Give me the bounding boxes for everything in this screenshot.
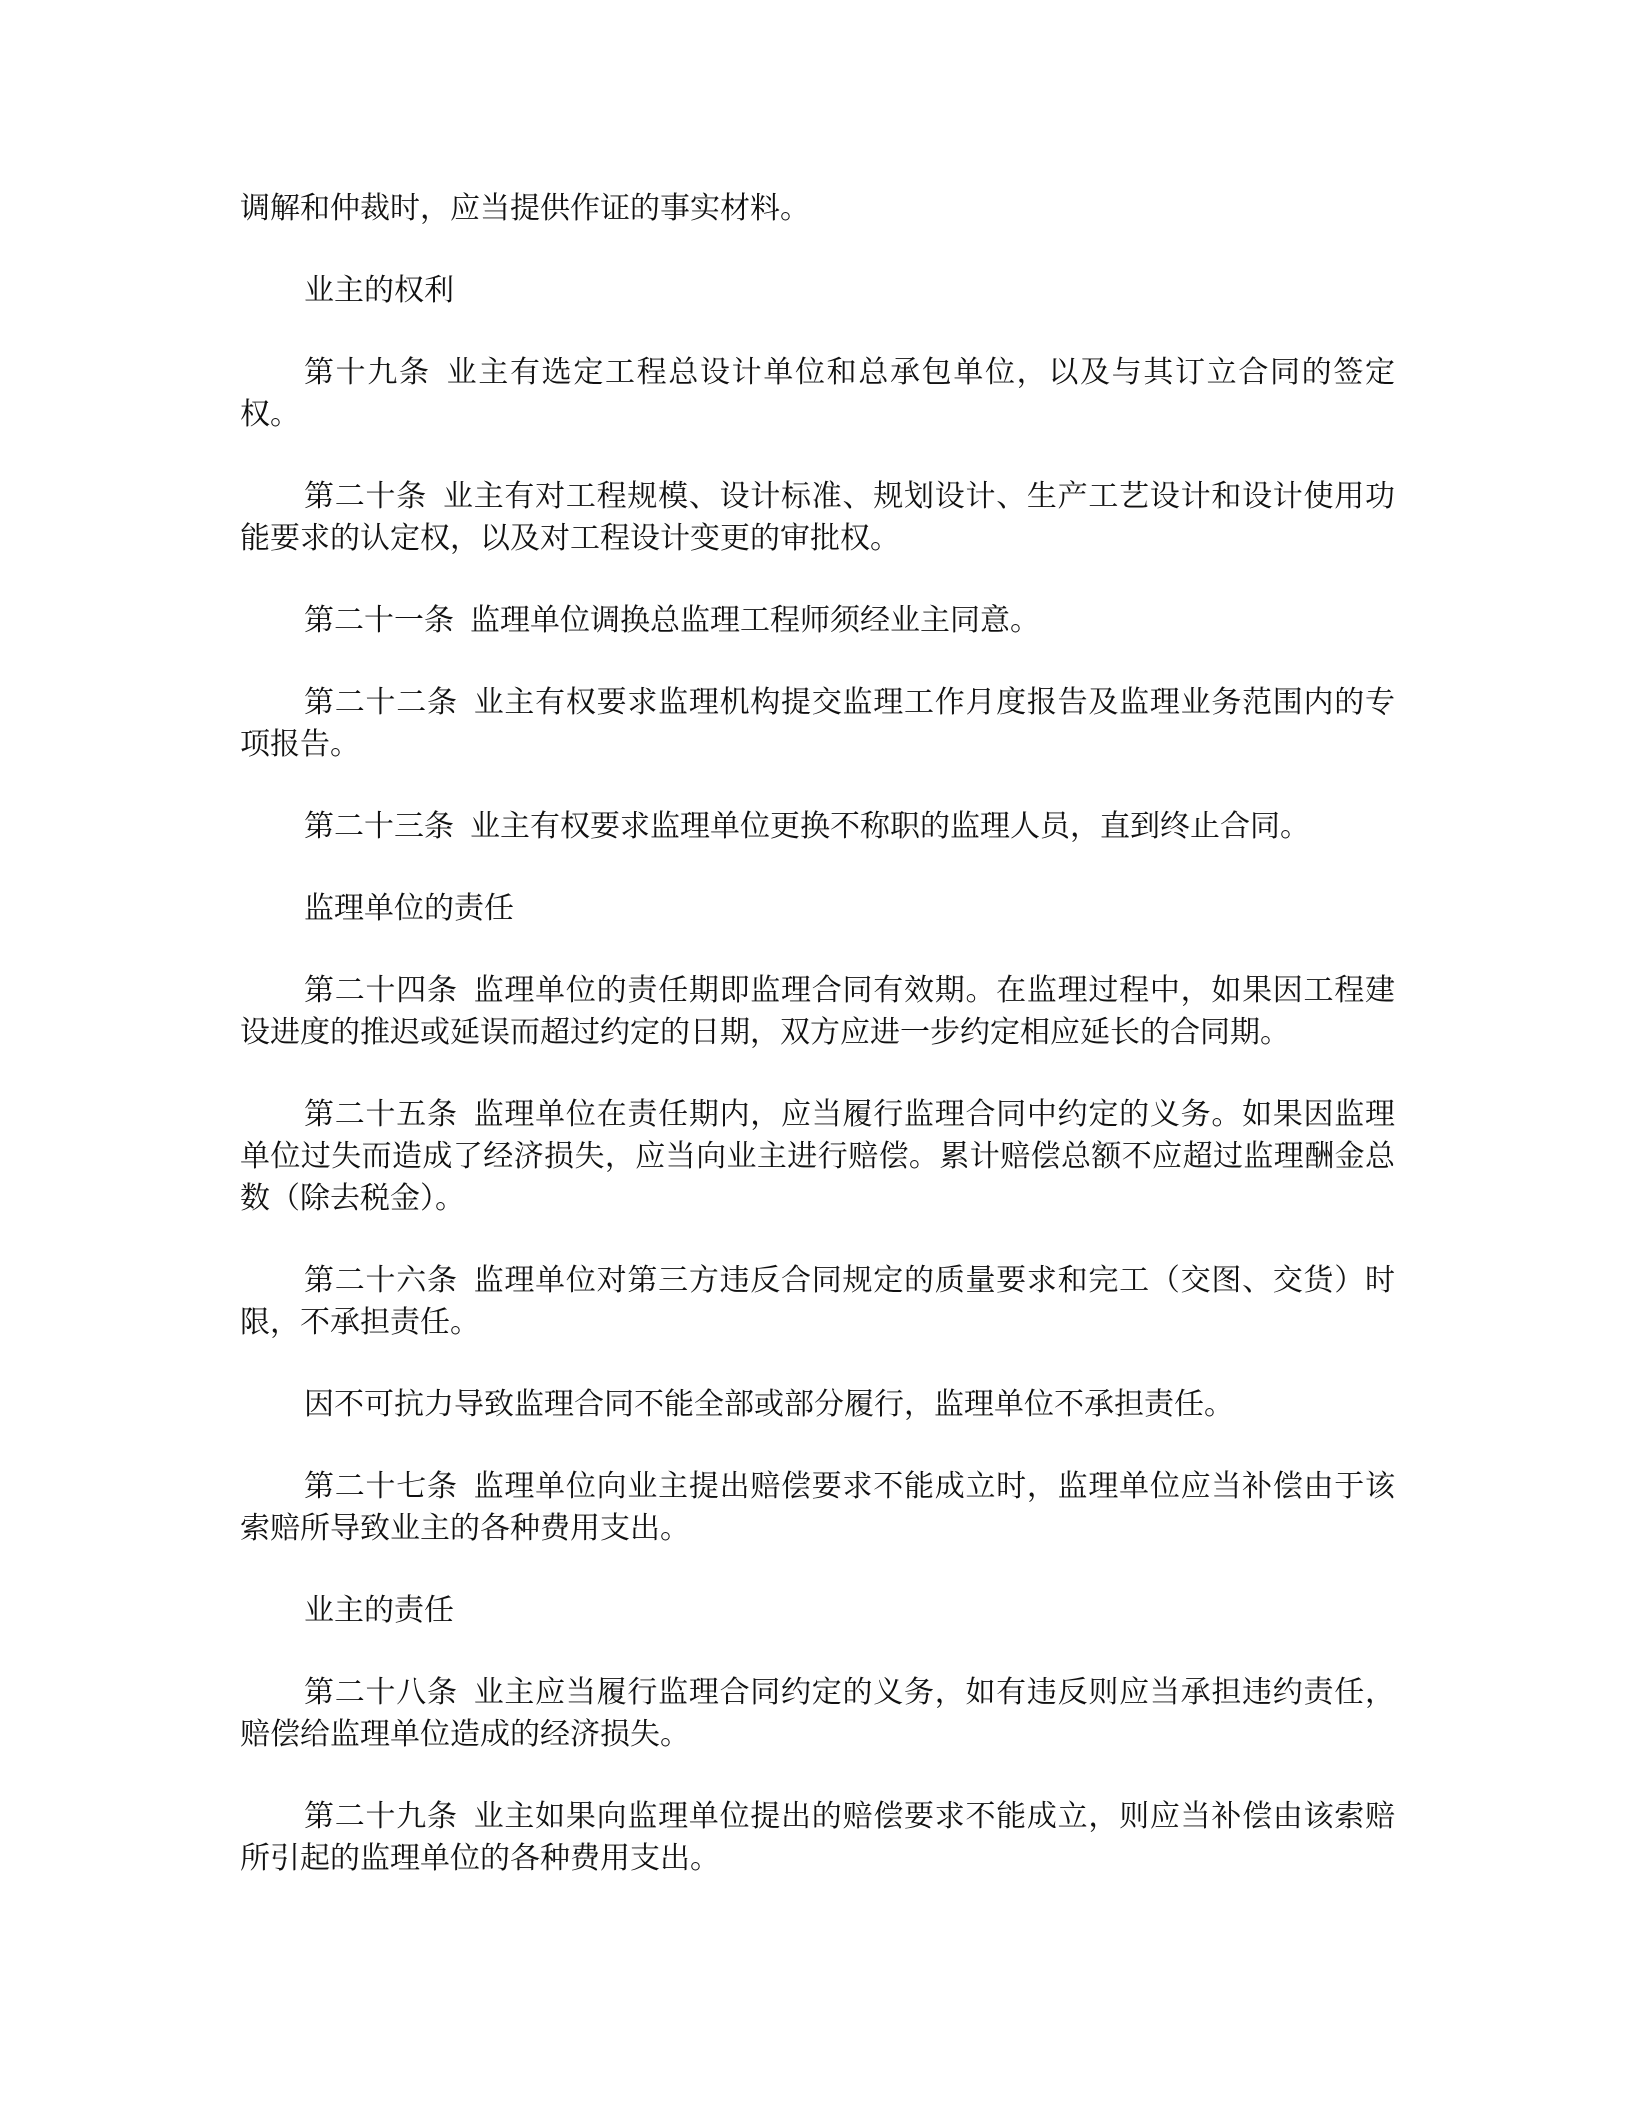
section-heading-owner-liability — [240, 1590, 1395, 1632]
article-number: 第二十四条 — [304, 973, 458, 1008]
article-text: 业主如果向监理单位提出的赔偿要求不能成立，则应当补偿由该索赔所引起的监理单位的各种费用支出。 — [240, 1799, 1396, 1876]
article-text: 业主有选定工程总设计单位和总承包单位，以及与其订立合同的签定权。 — [240, 355, 1396, 432]
article-21 — [240, 600, 1395, 642]
article-number: 第十九条 — [304, 355, 431, 390]
heading-text: 业主的权利 — [304, 273, 454, 308]
paragraph-continuation — [240, 188, 1395, 230]
section-heading-supervisor-liability — [240, 888, 1395, 930]
article-number: 第二十三条 — [304, 809, 454, 844]
article-29 — [240, 1796, 1395, 1880]
article-text: 业主有对工程规模、设计标准、规划设计、生产工艺设计和设计使用功能要求的认定权，以及对工程设计变更的审批权。 — [240, 479, 1396, 556]
paragraph-text: 调解和仲裁时，应当提供作证的事实材料。 — [240, 191, 810, 226]
heading-text: 业主的责任 — [304, 1593, 454, 1628]
article-number: 第二十八条 — [304, 1675, 458, 1710]
article-text: 监理单位在责任期内，应当履行监理合同中约定的义务。如果因监理单位过失而造成了经济损失，应当向业主进行赔偿。累计赔偿总额不应超过监理酬金总数（除去税金）。 — [240, 1097, 1396, 1216]
article-22 — [240, 682, 1395, 766]
article-text: 监理单位的责任期即监理合同有效期。在监理过程中，如果因工程建设进度的推迟或延误而超过约定的日期，双方应进一步约定相应延长的合同期。 — [240, 973, 1396, 1050]
article-text: 监理单位对第三方违反合同规定的质量要求和完工（交图、交货）时限，不承担责任。 — [240, 1263, 1396, 1340]
section-heading-owner-rights — [240, 270, 1395, 312]
article-26 — [240, 1260, 1395, 1344]
article-number: 第二十六条 — [304, 1263, 458, 1298]
paragraph-text: 因不可抗力导致监理合同不能全部或部分履行，监理单位不承担责任。 — [304, 1387, 1234, 1422]
article-20 — [240, 476, 1395, 560]
article-text: 业主应当履行监理合同约定的义务，如有违反则应当承担违约责任，赔偿给监理单位造成的经济损失。 — [240, 1675, 1396, 1752]
article-text: 监理单位调换总监理工程师须经业主同意。 — [470, 603, 1040, 638]
article-text: 业主有权要求监理机构提交监理工作月度报告及监理业务范围内的专项报告。 — [240, 685, 1396, 762]
article-24 — [240, 970, 1395, 1054]
article-28 — [240, 1672, 1395, 1756]
article-number: 第二十五条 — [304, 1097, 458, 1132]
article-23 — [240, 806, 1395, 848]
article-number: 第二十七条 — [304, 1469, 458, 1504]
article-number: 第二十条 — [304, 479, 427, 514]
article-text: 业主有权要求监理单位更换不称职的监理人员，直到终止合同。 — [470, 809, 1310, 844]
article-number: 第二十二条 — [304, 685, 458, 720]
article-number: 第二十一条 — [304, 603, 454, 638]
paragraph-force-majeure — [240, 1384, 1395, 1426]
article-25 — [240, 1094, 1395, 1220]
article-number: 第二十九条 — [304, 1799, 458, 1834]
document-body — [240, 188, 1395, 1920]
heading-text: 监理单位的责任 — [304, 891, 514, 926]
article-27 — [240, 1466, 1395, 1550]
article-19 — [240, 352, 1395, 436]
article-text: 监理单位向业主提出赔偿要求不能成立时，监理单位应当补偿由于该索赔所导致业主的各种费用支出。 — [240, 1469, 1396, 1546]
